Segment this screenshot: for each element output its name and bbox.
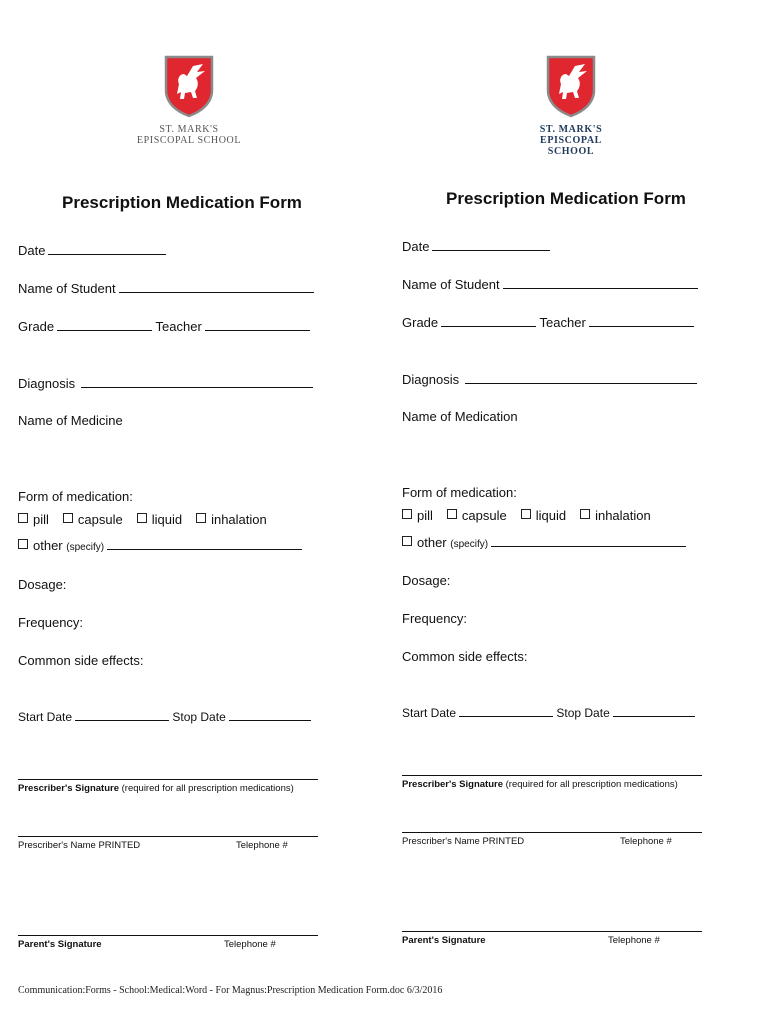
diagnosis-row: [402, 371, 697, 388]
other-label: other: [33, 538, 63, 553]
start-date-field[interactable]: [75, 708, 169, 721]
capsule-option[interactable]: [447, 508, 507, 524]
prescriber-name-label: Prescriber's Name PRINTED: [18, 840, 141, 851]
specify-label: (specify): [66, 542, 105, 553]
prescriber-name-line[interactable]: [402, 832, 702, 833]
pill-checkbox[interactable]: [18, 513, 28, 523]
other-option-row: [18, 537, 302, 556]
student-label: Name of Student: [402, 277, 500, 292]
medicine-label: Name of Medicine: [18, 413, 123, 428]
parent-telephone-label: Telephone #: [224, 939, 276, 950]
prescriber-signature-note: (required for all prescription medications): [121, 783, 294, 794]
inhalation-option[interactable]: [196, 512, 267, 528]
other-specify-field[interactable]: [107, 537, 302, 550]
student-name-field[interactable]: [503, 276, 698, 289]
stop-date-field[interactable]: [613, 704, 695, 717]
liquid-option[interactable]: [521, 508, 566, 524]
parent-telephone-label: Telephone #: [608, 935, 660, 946]
form-right: [398, 0, 728, 1000]
liquid-option[interactable]: [137, 512, 182, 528]
other-checkbox[interactable]: [402, 536, 412, 546]
grade-label: Grade: [18, 319, 55, 334]
school-logo: [516, 54, 626, 157]
pill-option[interactable]: [402, 508, 433, 524]
diagnosis-label: Diagnosis: [18, 376, 76, 391]
griffin-shield-icon: [163, 54, 215, 118]
griffin-shield-icon: [545, 54, 597, 118]
capsule-label: capsule: [77, 512, 123, 527]
start-date-label: Start Date: [18, 710, 73, 724]
form-title: Prescription Medication Form: [62, 193, 302, 212]
diagnosis-field[interactable]: [81, 375, 313, 388]
other-option-row: [402, 534, 686, 553]
inhalation-checkbox[interactable]: [580, 509, 590, 519]
student-row: [18, 280, 314, 297]
student-label: Name of Student: [18, 281, 116, 296]
start-date-label: Start Date: [402, 706, 457, 720]
other-label: other: [417, 535, 447, 550]
side-effects-label: Common side effects:: [402, 649, 528, 664]
telephone-label: Telephone #: [236, 840, 288, 851]
diagnosis-row: [18, 375, 313, 392]
teacher-label: Teacher: [155, 319, 202, 334]
stop-date-label: Stop Date: [556, 706, 610, 720]
school-name-line2: EPISCOPAL SCHOOL: [540, 135, 602, 157]
prescriber-signature-label: Prescriber's Signature: [18, 783, 119, 794]
pill-label: pill: [33, 512, 49, 527]
medication-row: [402, 409, 518, 425]
form-of-medication-label: Form of medication:: [402, 485, 517, 500]
grade-teacher-row: [402, 314, 694, 331]
other-checkbox[interactable]: [18, 539, 28, 549]
date-field[interactable]: [48, 242, 166, 255]
medication-options: [402, 508, 651, 524]
pill-option[interactable]: [18, 512, 49, 528]
prescriber-signature-note: (required for all prescription medications): [505, 779, 678, 790]
parent-signature-line[interactable]: [402, 931, 702, 932]
school-name-line1: ST. MARK'S: [539, 124, 603, 135]
side-effects-label: Common side effects:: [18, 653, 144, 668]
inhalation-option[interactable]: [580, 508, 651, 524]
pill-checkbox[interactable]: [402, 509, 412, 519]
grade-field[interactable]: [57, 318, 152, 331]
liquid-label: liquid: [151, 512, 183, 527]
teacher-field[interactable]: [589, 314, 694, 327]
start-date-field[interactable]: [459, 704, 553, 717]
prescriber-signature-label: Prescriber's Signature: [402, 779, 503, 790]
form-title: Prescription Medication Form: [446, 189, 686, 208]
parent-signature-label: Parent's Signature: [402, 935, 486, 946]
parent-signature-line[interactable]: [18, 935, 318, 936]
date-label: Date: [18, 243, 46, 258]
prescriber-name-label: Prescriber's Name PRINTED: [402, 836, 525, 847]
capsule-checkbox[interactable]: [447, 509, 457, 519]
form-left: [14, 0, 344, 1000]
stop-date-field[interactable]: [229, 708, 311, 721]
school-name-line2: EPISCOPAL SCHOOL: [136, 135, 242, 146]
liquid-checkbox[interactable]: [521, 509, 531, 519]
diagnosis-label: Diagnosis: [402, 372, 460, 387]
inhalation-label: inhalation: [211, 512, 267, 527]
inhalation-checkbox[interactable]: [196, 513, 206, 523]
school-name: [134, 124, 244, 146]
start-stop-row: [18, 708, 311, 725]
date-label: Date: [402, 239, 430, 254]
capsule-label: capsule: [461, 508, 507, 523]
specify-label: (specify): [450, 539, 489, 550]
teacher-field[interactable]: [205, 318, 310, 331]
dosage-label: Dosage:: [18, 577, 67, 592]
stop-date-label: Stop Date: [172, 710, 226, 724]
teacher-label: Teacher: [539, 315, 586, 330]
school-name-line1: ST. MARK'S: [159, 124, 219, 135]
school-name: [516, 124, 626, 157]
prescriber-signature-caption: [402, 779, 678, 790]
student-row: [402, 276, 698, 293]
parent-signature-caption: [18, 939, 102, 950]
start-stop-row: [402, 704, 695, 721]
inhalation-label: inhalation: [595, 508, 651, 523]
pill-label: pill: [417, 508, 433, 523]
document-footer: Communication:Forms - School:Medical:Word - For Magnus:Prescription Medication Form.doc 6/3/2016: [18, 985, 443, 996]
parent-signature-label: Parent's Signature: [18, 939, 102, 950]
medication-options: [18, 512, 267, 528]
date-field[interactable]: [432, 238, 550, 251]
grade-field[interactable]: [441, 314, 536, 327]
diagnosis-field[interactable]: [465, 371, 697, 384]
grade-teacher-row: [18, 318, 310, 335]
prescriber-signature-line[interactable]: [402, 775, 702, 776]
parent-signature-caption: [402, 935, 486, 946]
capsule-checkbox[interactable]: [63, 513, 73, 523]
dosage-label: Dosage:: [402, 573, 451, 588]
prescriber-signature-caption: [18, 783, 294, 794]
frequency-label: Frequency:: [18, 615, 84, 630]
telephone-label: Telephone #: [620, 836, 672, 847]
grade-label: Grade: [402, 315, 439, 330]
student-name-field[interactable]: [119, 280, 314, 293]
medication-label: Name of Medication: [402, 409, 518, 424]
date-row: [18, 242, 166, 259]
form-of-medication-label: Form of medication:: [18, 489, 133, 504]
liquid-label: liquid: [535, 508, 567, 523]
date-row: [402, 238, 550, 255]
school-logo: [134, 54, 244, 146]
capsule-option[interactable]: [63, 512, 123, 528]
other-specify-field[interactable]: [491, 534, 686, 547]
prescriber-signature-line[interactable]: [18, 779, 318, 780]
medicine-row: [18, 413, 123, 429]
prescriber-name-line[interactable]: [18, 836, 318, 837]
frequency-label: Frequency:: [402, 611, 468, 626]
liquid-checkbox[interactable]: [137, 513, 147, 523]
